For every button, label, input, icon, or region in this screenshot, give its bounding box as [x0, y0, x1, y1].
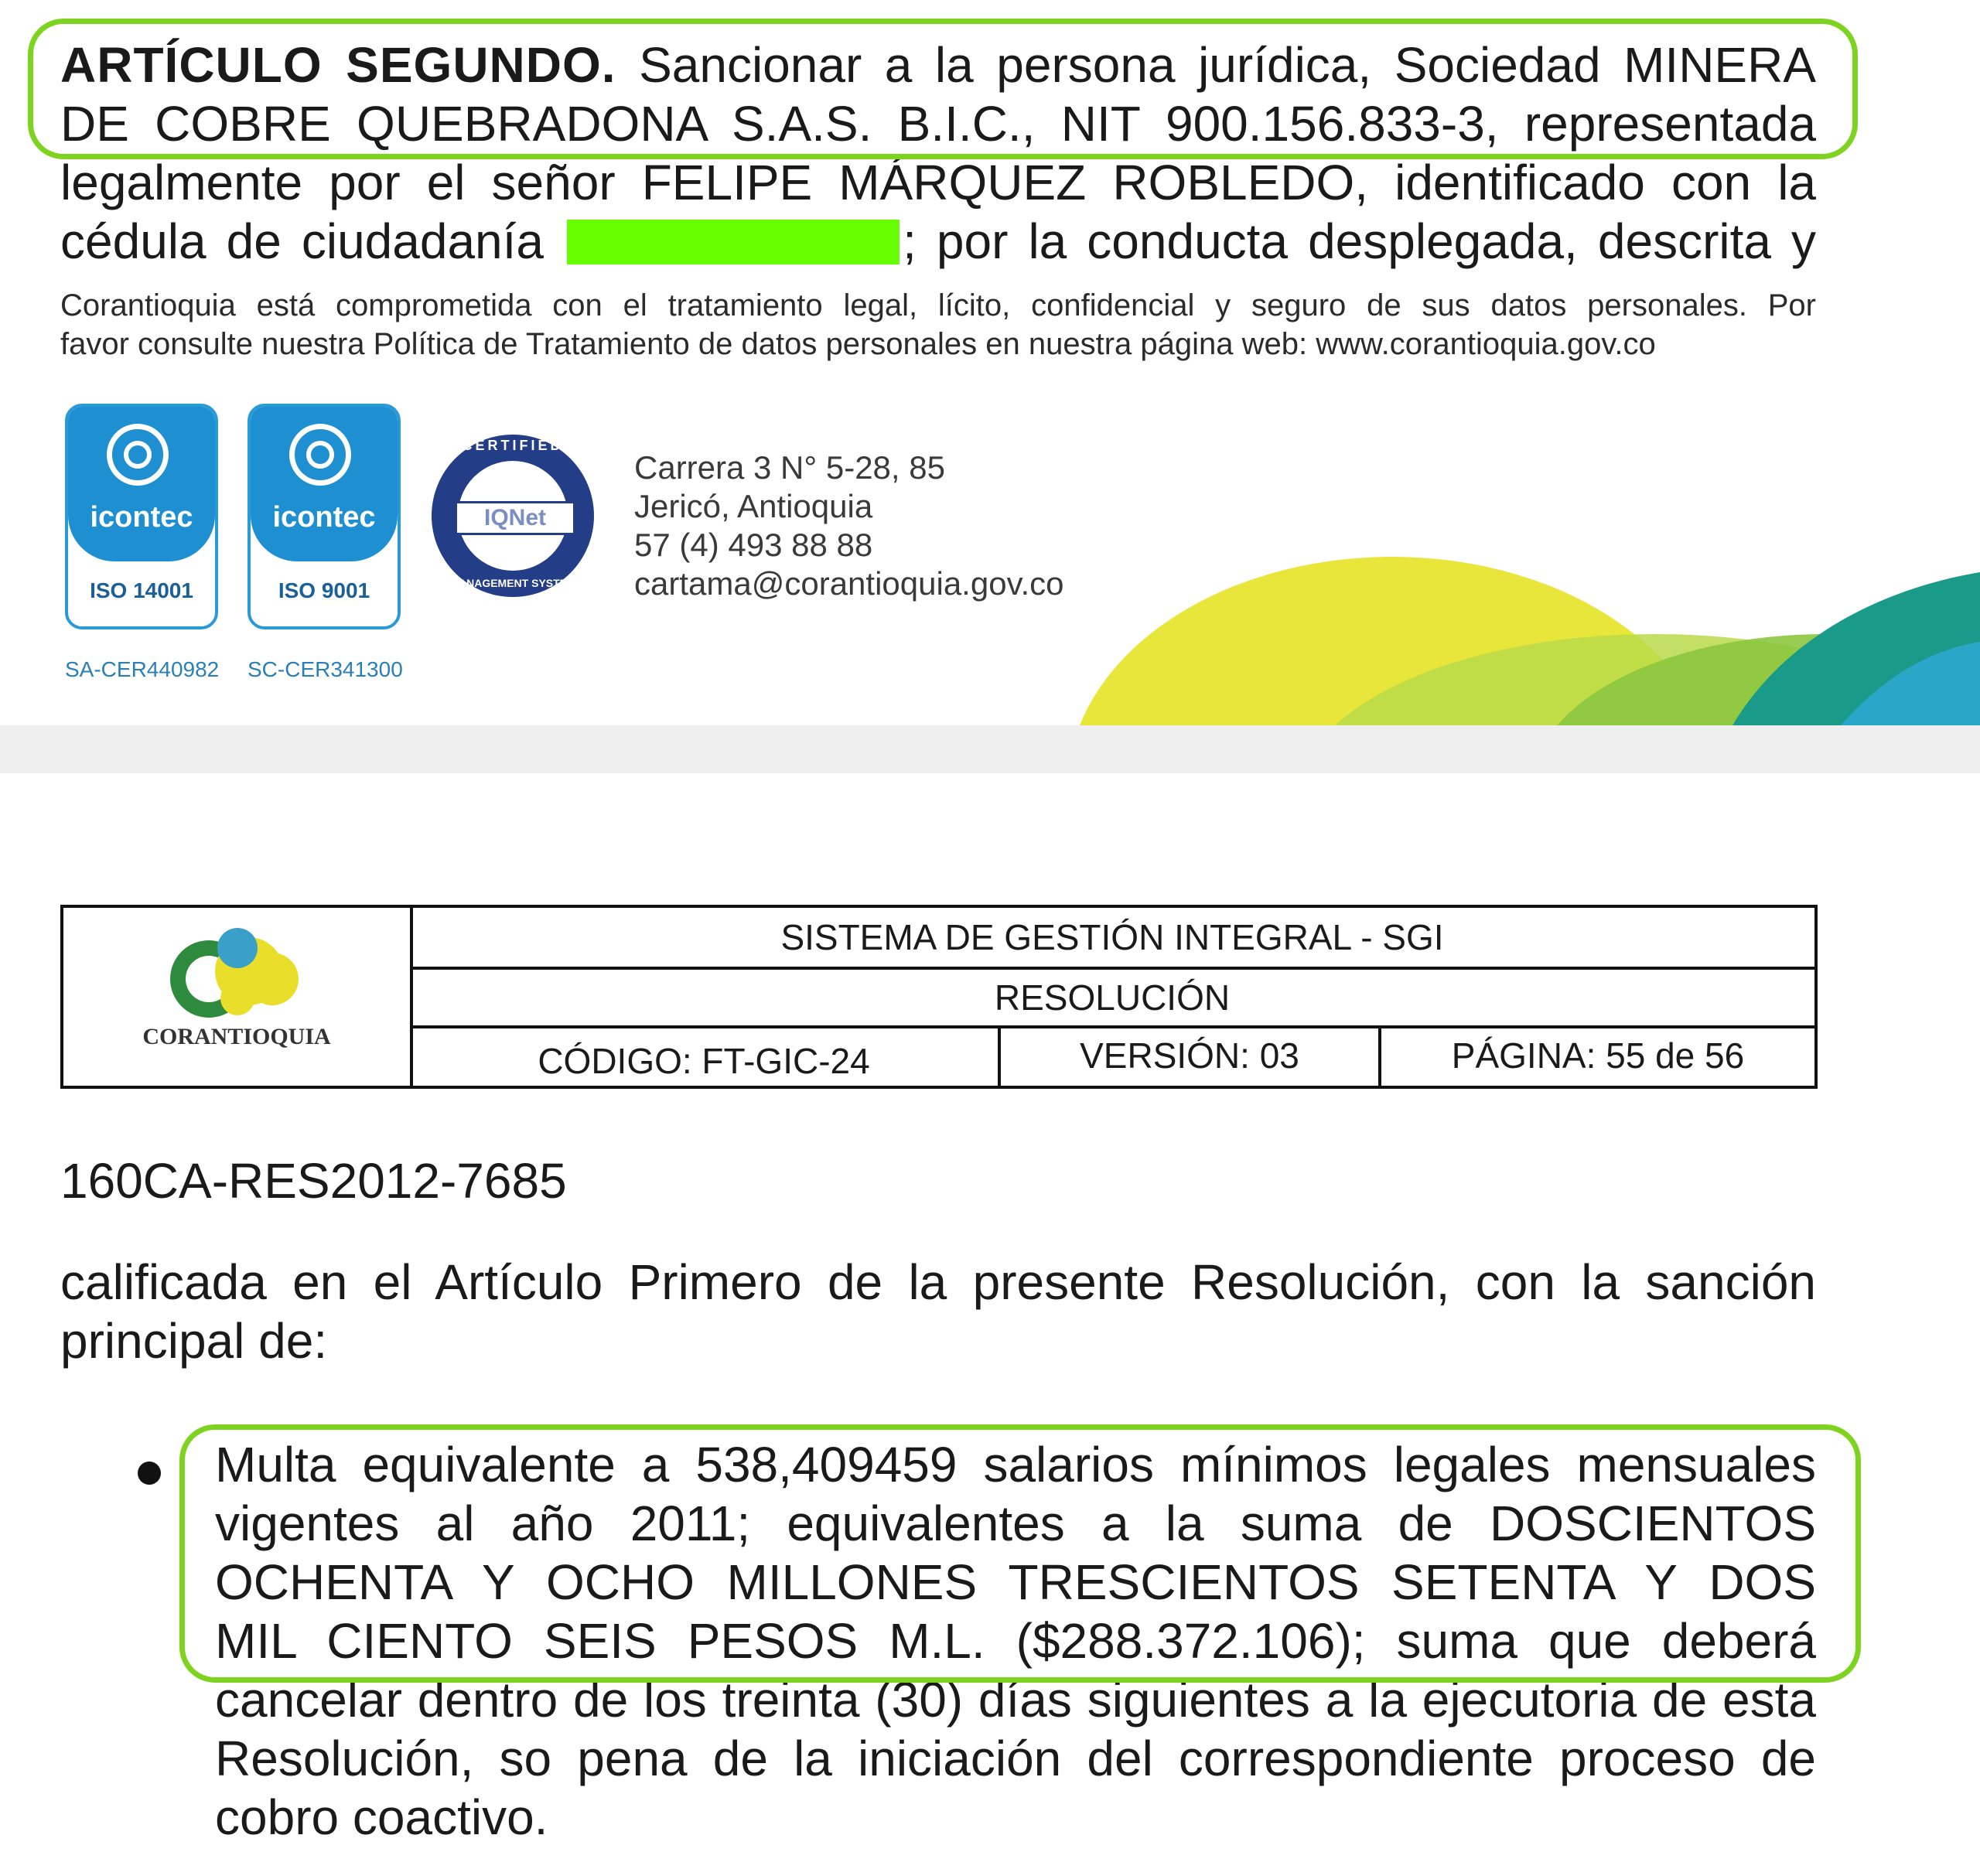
privacy-notice [60, 286, 1816, 363]
bullet-line: vigentes al año 2011; equivalentes a la suma de DOSCIENTOS [215, 1496, 1816, 1551]
address-email: cartama@corantioquia.gov.co [634, 565, 1064, 602]
paragraph-line: legalmente por el señor FELIPE MÁRQUEZ ROBLEDO, identificado con la [60, 155, 1816, 210]
header-page-number: PÁGINA: 55 de 56 [1451, 1035, 1745, 1076]
privacy-line: Corantioquia está comprometida con el tratamiento legal, lícito, confidencial y seguro de sus datos personales. Por [60, 288, 1816, 322]
certificate-code: SA-CER440982 [65, 657, 220, 681]
corantioquia-logo-icon [164, 925, 311, 1025]
decorative-waves [1067, 541, 1980, 725]
document-page-top [0, 0, 1980, 725]
address-phone: 57 (4) 493 88 88 [634, 527, 873, 563]
badge-standard: ISO 14001 [90, 578, 193, 602]
paragraph-line: calificada en el Artículo Primero de la presente Resolución, con la sanción [60, 1254, 1816, 1310]
header-doc-type: RESOLUCIÓN [410, 970, 1814, 1028]
paragraph-line: ARTÍCULO SEGUNDO. Sancionar a la persona jurídica, Sociedad MINERA [60, 37, 1816, 93]
bullet-line: cancelar dentro de los treinta (30) días siguientes a la ejecutoria de esta [215, 1672, 1816, 1728]
bullet-line: Resolución, so pena de la iniciación del correspondiente proceso de [215, 1731, 1816, 1786]
bullet-line: MIL CIENTO SEIS PESOS M.L. ($288.372.106); suma que deberá [215, 1613, 1816, 1669]
icontec-iso14001-badge: icontec ISO 14001 [65, 404, 218, 629]
article-heading: ARTÍCULO SEGUNDO. [60, 37, 616, 93]
header-version: VERSIÓN: 03 [1001, 1028, 1381, 1086]
paragraph-line: cédula de ciudadanía ; por la conducta desplegada, descrita y [60, 213, 1817, 269]
address-street: Carrera 3 N° 5-28, 85 [634, 449, 945, 486]
icontec-logo-icon [289, 424, 351, 486]
resolution-reference: 160CA-RES2012-7685 [60, 1153, 567, 1209]
iqnet-logo-icon: IQNet [455, 501, 575, 535]
document-header-table [60, 905, 1818, 1089]
document-page-bottom [0, 773, 1980, 1876]
paragraph-line: principal de: [60, 1313, 328, 1369]
address-city: Jericó, Antioquia [634, 488, 873, 524]
bullet-line: Multa equivalente a 538,409459 salarios mínimos legales mensuales [215, 1437, 1816, 1492]
paragraph-line: DE COBRE QUEBRADONA S.A.S. B.I.C., NIT 900.156.833-3, representada [60, 96, 1816, 152]
page-separator [0, 725, 1980, 773]
bullet-point [138, 1462, 161, 1485]
logo-text: CORANTIOQUIA [142, 1024, 331, 1049]
header-system-title: SISTEMA DE GESTIÓN INTEGRAL - SGI [410, 908, 1814, 970]
badge-standard: ISO 9001 [278, 578, 370, 602]
icontec-logo-icon [107, 424, 169, 486]
highlight-box-company [28, 19, 1858, 159]
bullet-line: OCHENTA Y OCHO MILLONES TRESCIENTOS SETENTA Y DOS [215, 1554, 1816, 1610]
icontec-iso9001-badge: icontec ISO 9001 [248, 404, 401, 629]
office-address [634, 449, 1063, 603]
privacy-line: favor consulte nuestra Política de Tratamiento de datos personales en nuestra página web: www.corantioquia.gov.co [60, 327, 1656, 361]
header-code: CÓDIGO: FT-GIC-24 [410, 1028, 1001, 1086]
certificate-code: SC-CER341300 [248, 657, 403, 681]
highlight-box-fine [179, 1424, 1861, 1683]
bullet-line: cobro coactivo. [215, 1789, 548, 1845]
iqnet-certified-seal: CERTIFIED IQNet MANAGEMENT SYSTEM [432, 435, 594, 597]
corantioquia-logo [63, 908, 413, 1086]
redacted-id-block [567, 220, 900, 264]
sanction-intro-paragraph [60, 1253, 1816, 1370]
